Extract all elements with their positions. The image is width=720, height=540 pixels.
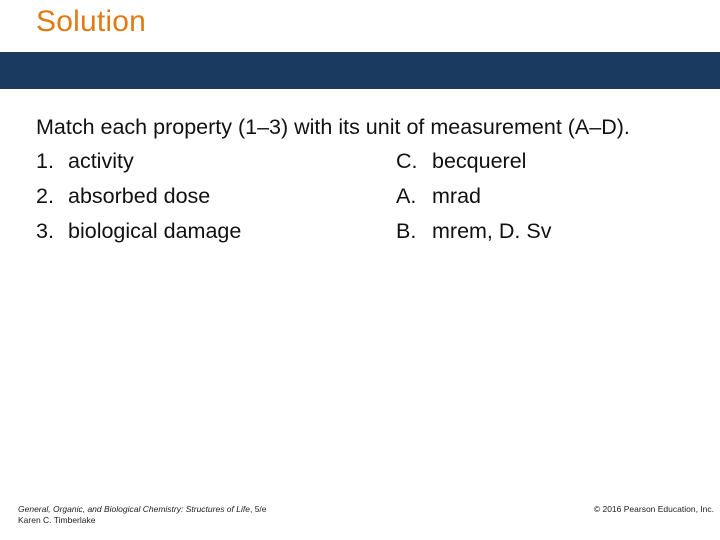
unit-label: mrad <box>432 184 481 208</box>
answer-row <box>36 144 716 179</box>
unit-letter: C. <box>396 149 418 173</box>
copyright-notice: © 2016 Pearson Education, Inc. <box>593 504 714 514</box>
slide-title: Solution <box>36 5 147 38</box>
unit-letter: B. <box>396 219 417 243</box>
slide-content <box>36 110 716 249</box>
property-number: 2. <box>36 184 54 208</box>
unit-letter: A. <box>396 184 417 208</box>
property-item <box>36 144 134 179</box>
property-item <box>36 179 210 214</box>
author-name: Karen C. Timberlake <box>18 515 96 525</box>
property-item <box>36 214 241 249</box>
book-edition: , 5/e <box>249 504 267 514</box>
answer-row <box>36 214 716 249</box>
unit-label: becquerel <box>432 149 527 173</box>
unit-item <box>396 179 481 214</box>
property-label: biological damage <box>68 219 242 243</box>
property-number: 1. <box>36 149 54 173</box>
title-bar <box>0 52 720 89</box>
property-number: 3. <box>36 219 54 243</box>
question-prompt: Match each property (1–3) with its unit of measurement (A–D). <box>36 115 630 139</box>
property-label: absorbed dose <box>68 184 211 208</box>
unit-item <box>396 144 526 179</box>
answer-row <box>36 179 716 214</box>
book-title: General, Organic, and Biological Chemistry: Structures of Life <box>18 504 250 514</box>
unit-item <box>396 214 551 249</box>
footer-citation <box>18 504 267 526</box>
unit-label: mrem, D. Sv <box>432 219 552 243</box>
property-label: activity <box>68 149 134 173</box>
